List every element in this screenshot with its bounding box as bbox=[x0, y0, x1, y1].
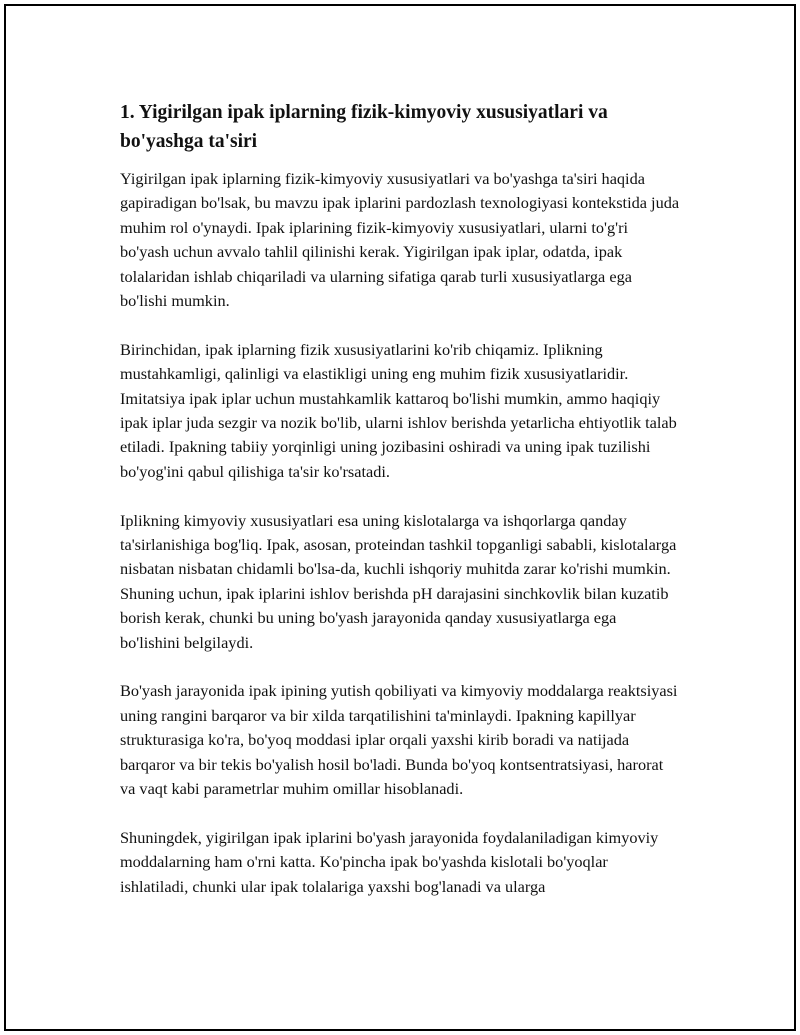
paragraph-4: Bo'yash jarayonida ipak ipining yutish qobiliyati va kimyoviy moddalarga reaktsiyasi uning rangini barqaror va bir xilda tarqatilishini ta'minlaydi. Ipakning kapillyar strukturasiga ko'ra, bo'yoq moddasi iplar orqali yaxshi kirib boradi va natijada barqaror va bir tekis bo'yalish hosil bo'ladi. Bunda bo'yoq kontsentratsiyasi, harorat va vaqt kabi parametrlar muhim omillar hisoblanadi. bbox=[120, 681, 678, 799]
page-frame bbox=[4, 4, 796, 1031]
document-body bbox=[120, 98, 680, 924]
paragraph-2: Birinchidan, ipak iplarning fizik xususiyatlarini ko'rib chiqamiz. Iplikning mustahkamligi, qalinligi va elastikligi uning eng muhim fizik xususiyatlaridir. Imitatsiya ipak iplar uchun mustahkamlik kattaroq bo'lishi mumkin, ammo haqiqiy ipak iplar juda sezgir va nozik bo'lib, ularni ishlov berishda yetarlicha ehtiyotlik talab etiladi. Ipakning tabiiy yorqinligi uning jozibasini oshiradi va uning ipak tuzilishi bo'yog'ini qabul qilishiga ta'sir ko'rsatadi. bbox=[120, 339, 677, 481]
section-heading: 1. Yigirilgan ipak iplarning fizik-kimyoviy xususiyatlari va bo'yashga ta'siri bbox=[120, 102, 608, 152]
paragraph-1: Yigirilgan ipak iplarning fizik-kimyoviy xususiyatlari va bo'yashga ta'siri haqida gapiradigan bo'lsak, bu mavzu ipak iplarini pardozlash texnologiyasi kontekstida juda muhim rol o'ynaydi. Ipak iplarining fizik-kimyoviy xususiyatlari, ularni to'g'ri bo'yash uchun avvalo tahlil qilinishi kerak. Yigirilgan ipak iplar, odatda, ipak tolalaridan ishlab chiqariladi va ularning sifatiga qarab turli xususiyatlarga ega bo'lishi mumkin. bbox=[120, 169, 680, 311]
paragraph-5: Shuningdek, yigirilgan ipak iplarini bo'yash jarayonida foydalaniladigan kimyoviy moddalarning ham o'rni katta. Ko'pincha ipak bo'yashda kislotali bo'yoqlar ishlatiladi, chunki ular ipak tolalariga yaxshi bog'lanadi va ularga bbox=[120, 827, 659, 896]
paragraph-3: Iplikning kimyoviy xususiyatlari esa uning kislotalarga va ishqorlarga qanday ta'sirlanishiga bog'liq. Ipak, asosan, proteindan tashkil topganligi sababli, kislotalarga nisbatan nisbatan chidamli bo'lsa-da, kuchli ishqoriy muhitda zarar ko'rishi mumkin. Shuning uchun, ipak iplarini ishlov berishda pH darajasini sinchkovlik bilan kuzatib borish kerak, chunki bu uning bo'yash jarayonida qanday xususiyatlarga ega bo'lishini belgilaydi. bbox=[120, 510, 677, 652]
